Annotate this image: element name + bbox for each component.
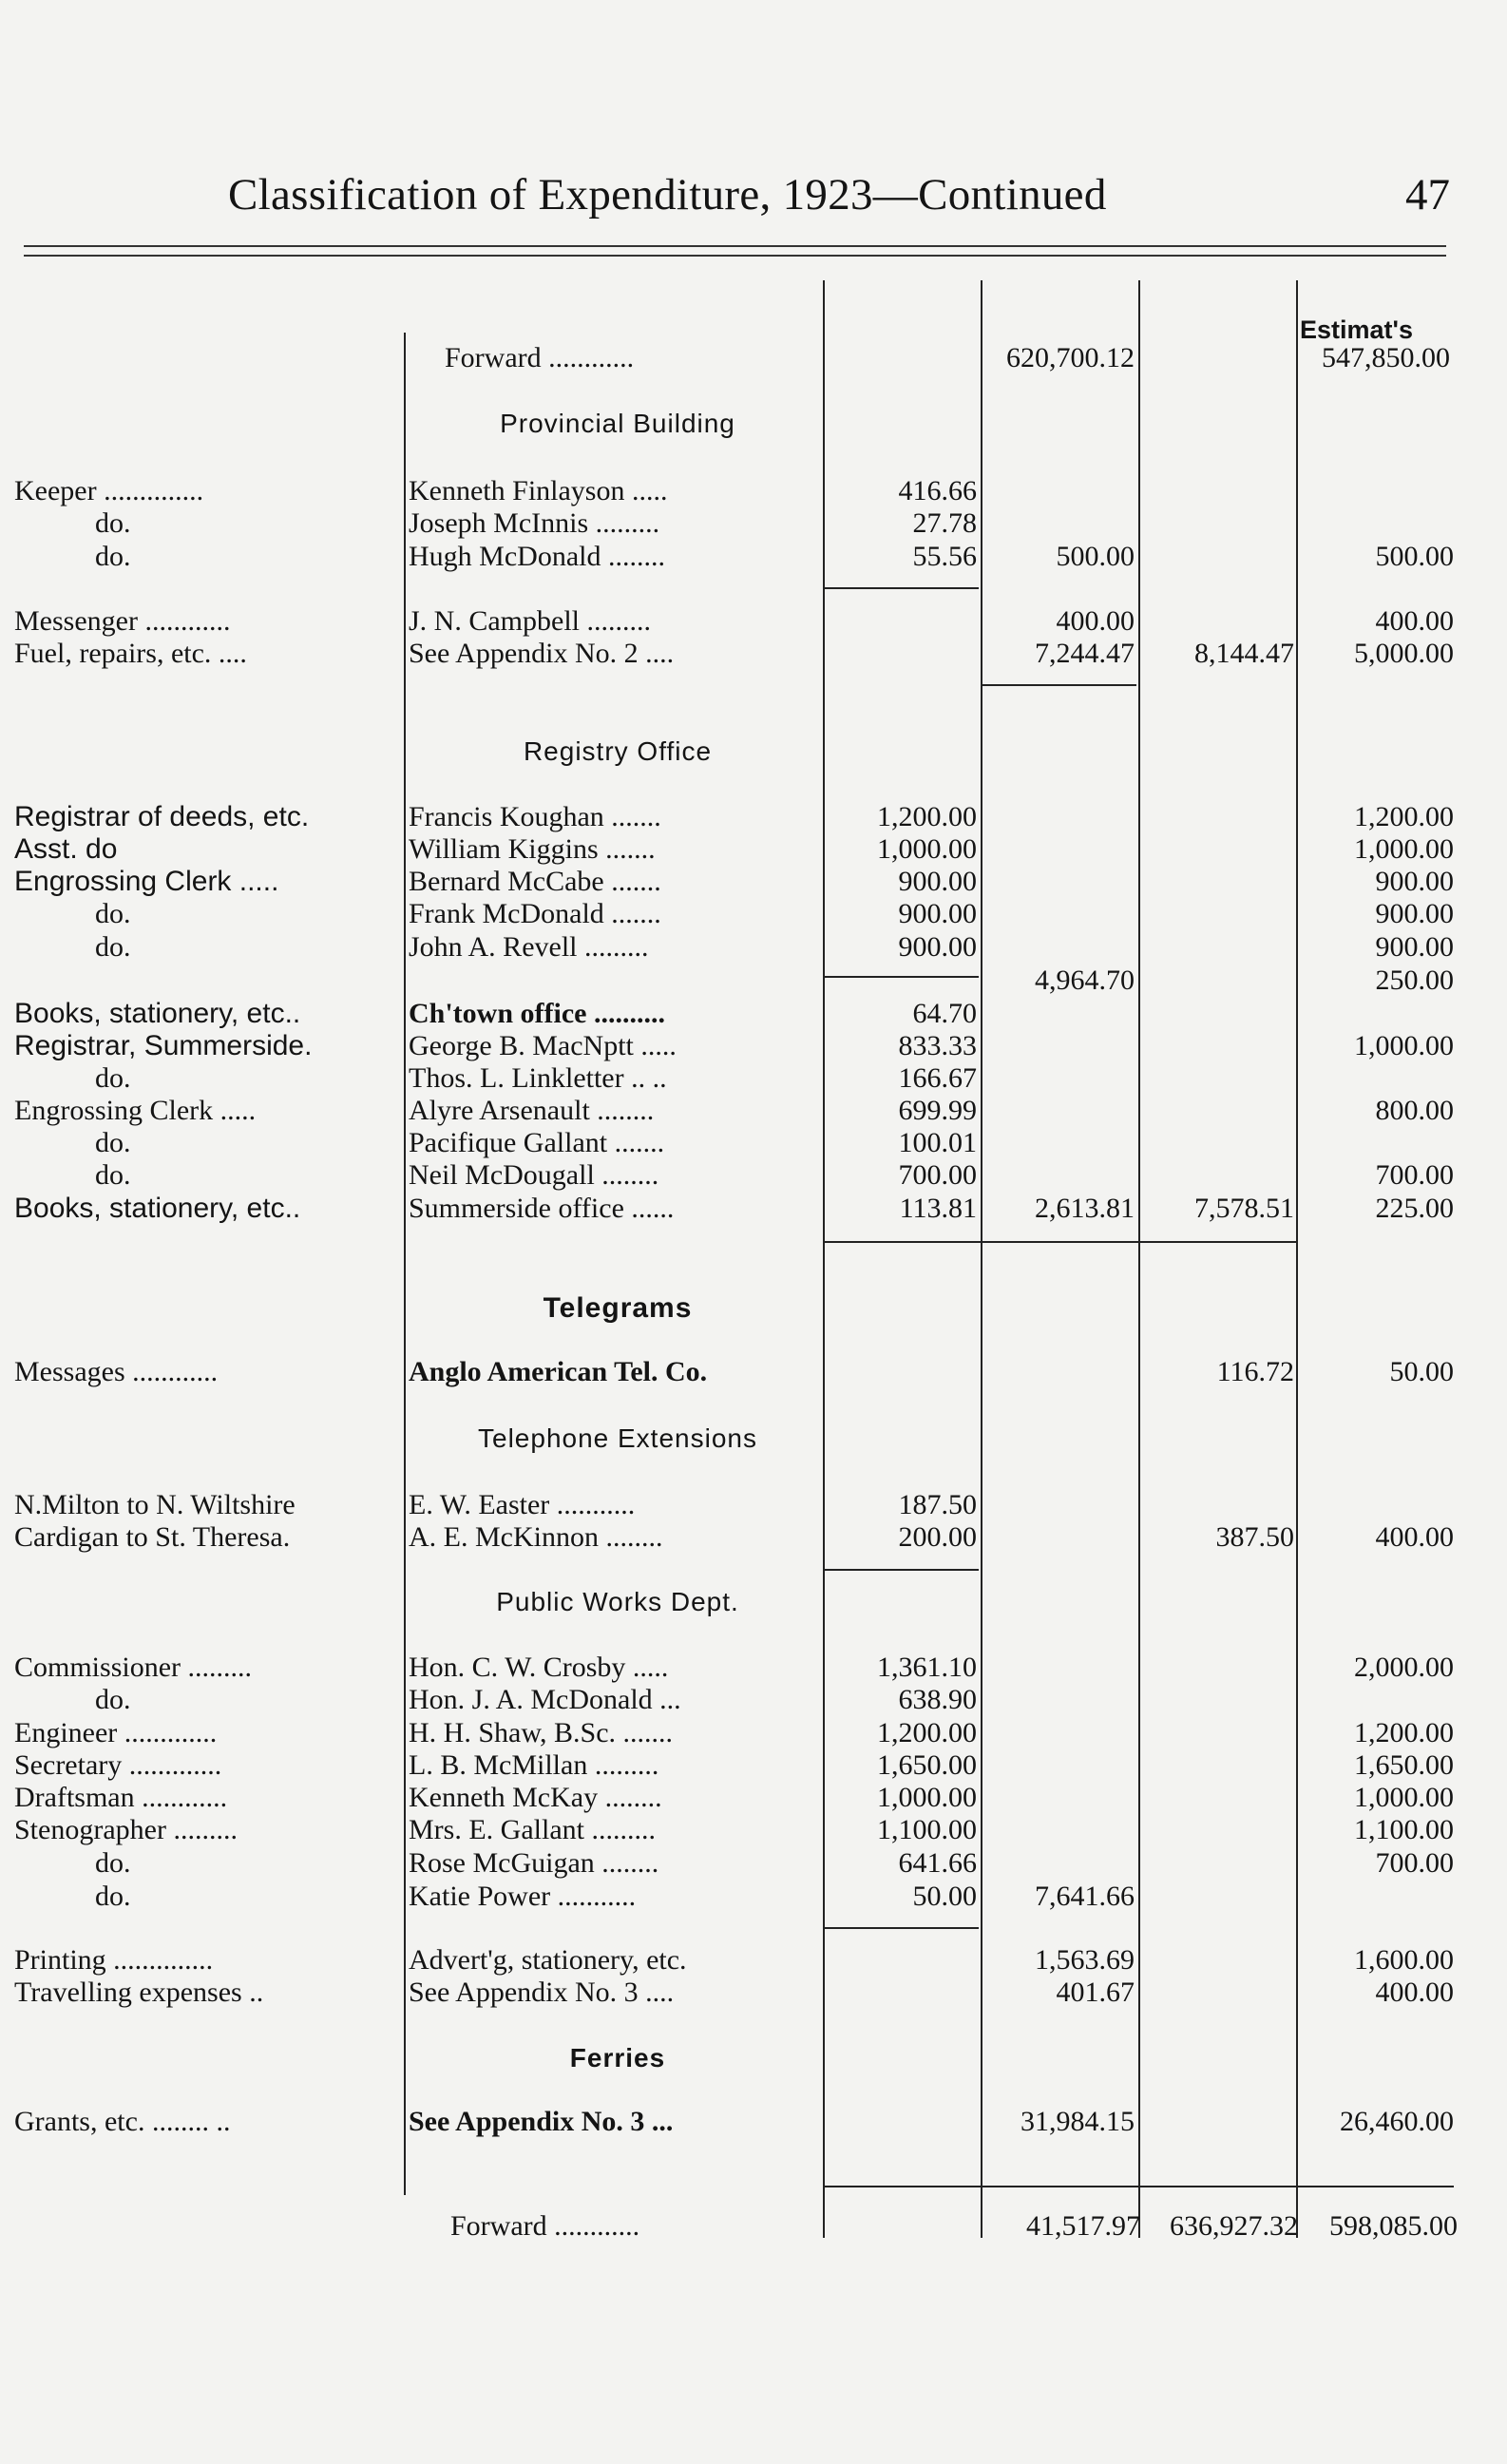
row-8-c1: 900.00 — [898, 898, 977, 929]
row-8-desc: do. — [95, 898, 131, 929]
row-12-c2 — [982, 1030, 1135, 1062]
row-25-c2 — [982, 1782, 1135, 1814]
row-2-c3 — [1140, 541, 1294, 573]
row-27-name: Rose McGuigan ........ — [409, 1847, 659, 1879]
row-8-name: Frank McDonald ....... — [409, 898, 661, 929]
row-10-name — [409, 965, 821, 997]
row-0-desc: Keeper .............. — [14, 475, 204, 506]
row-16-c1: 700.00 — [898, 1159, 977, 1191]
row-3-c2: 400.00 — [1056, 605, 1135, 637]
row-14-desc: Engrossing Clerk ..... — [14, 1095, 257, 1126]
row-25-name: Kenneth McKay ........ — [409, 1782, 662, 1813]
row-25-desc: Draftsman ............ — [14, 1782, 228, 1813]
row-3-name: J. N. Campbell ......... — [409, 605, 651, 637]
row-28-c1: 50.00 — [912, 1881, 977, 1912]
forward-bottom-estimates: 598,085.00 — [1329, 2210, 1458, 2242]
row-31-c1 — [825, 2106, 977, 2138]
header-rule-bottom — [24, 255, 1446, 257]
section-telephone-extensions: Telephone Extensions — [478, 1423, 757, 1453]
row-17-c3: 7,578.51 — [1194, 1193, 1294, 1224]
row-22-c1: 638.90 — [898, 1684, 977, 1715]
page-number: 47 — [1405, 170, 1450, 220]
row-8-c3 — [1140, 898, 1294, 930]
row-18-c3: 116.72 — [1216, 1356, 1294, 1387]
row-15-est — [1298, 1127, 1454, 1159]
row-4-name: See Appendix No. 2 .... — [409, 638, 675, 669]
row-23-c1: 1,200.00 — [877, 1717, 977, 1748]
row-30-est: 400.00 — [1375, 1977, 1454, 2008]
row-14-c1: 699.99 — [898, 1095, 977, 1126]
row-29-name: Advert'g, stationery, etc. — [409, 1944, 687, 1976]
row-13-c1: 166.67 — [898, 1062, 977, 1094]
forward-estimates: 547,850.00 — [1322, 342, 1450, 373]
row-2-est: 500.00 — [1375, 541, 1454, 572]
row-27-c3 — [1140, 1847, 1294, 1880]
row-21-c2 — [982, 1652, 1135, 1684]
row-15-c3 — [1140, 1127, 1294, 1159]
row-12-c3 — [1140, 1030, 1294, 1062]
row-29-c1 — [825, 1944, 977, 1977]
row-30-c3 — [1140, 1977, 1294, 2009]
row-3-c1 — [825, 605, 977, 638]
row-23-name: H. H. Shaw, B.Sc. ....... — [409, 1717, 674, 1748]
row-15-name: Pacifique Gallant ....... — [409, 1127, 665, 1158]
row-15-c2 — [982, 1127, 1135, 1159]
column-divider-desc — [404, 333, 406, 2195]
row-7-est: 900.00 — [1375, 866, 1454, 897]
row-6-c1: 1,000.00 — [877, 833, 977, 865]
row-10-desc — [14, 965, 404, 997]
row-28-name: Katie Power ........... — [409, 1881, 637, 1912]
row-7-c2 — [982, 866, 1135, 898]
row-27-desc: do. — [95, 1847, 131, 1879]
row-1-name: Joseph McInnis ......... — [409, 507, 660, 539]
row-17-c1: 113.81 — [899, 1193, 977, 1224]
row-14-est: 800.00 — [1375, 1095, 1454, 1126]
row-16-est: 700.00 — [1375, 1159, 1454, 1191]
row-5-name: Francis Koughan ....... — [409, 801, 661, 832]
row-3-desc: Messenger ............ — [14, 605, 231, 637]
row-22-c3 — [1140, 1684, 1294, 1716]
row-26-c3 — [1140, 1814, 1294, 1846]
row-19-c1: 187.50 — [898, 1489, 977, 1520]
subtotal-rule — [982, 684, 1136, 686]
row-14-name: Alyre Arsenault ........ — [409, 1095, 655, 1126]
row-22-desc: do. — [95, 1684, 131, 1715]
page-title: Classification of Expenditure, 1923—Continued — [228, 170, 1107, 220]
row-24-c1: 1,650.00 — [877, 1749, 977, 1781]
forward-bottom-col3: 636,927.32 — [1170, 2210, 1298, 2242]
row-26-c2 — [982, 1814, 1135, 1846]
row-7-c1: 900.00 — [898, 866, 977, 897]
row-28-est — [1298, 1881, 1454, 1913]
estimates-header: Estimat's — [1300, 315, 1413, 344]
row-31-c3 — [1140, 2106, 1294, 2138]
row-6-name: William Kiggins ....... — [409, 833, 656, 865]
row-24-name: L. B. McMillan ......... — [409, 1749, 659, 1781]
row-24-desc: Secretary ............. — [14, 1749, 222, 1781]
row-18-name: Anglo American Tel. Co. — [409, 1356, 708, 1387]
row-3-est: 400.00 — [1375, 605, 1454, 637]
row-0-name: Kenneth Finlayson ..... — [409, 475, 668, 506]
section-registry-office: Registry Office — [523, 736, 713, 766]
row-19-desc: N.Milton to N. Wiltshire — [14, 1489, 296, 1520]
row-31-name: See Appendix No. 3 ... — [409, 2106, 674, 2137]
section-public-works: Public Works Dept. — [496, 1587, 739, 1616]
row-3-c3 — [1140, 605, 1294, 638]
row-18-c2 — [982, 1356, 1135, 1388]
row-7-c3 — [1140, 866, 1294, 898]
row-11-desc: Books, stationery, etc.. — [14, 998, 301, 1029]
row-20-est: 400.00 — [1375, 1521, 1454, 1553]
row-26-est: 1,100.00 — [1354, 1814, 1454, 1845]
row-26-c1: 1,100.00 — [877, 1814, 977, 1845]
row-27-est: 700.00 — [1375, 1847, 1454, 1879]
row-9-desc: do. — [95, 931, 131, 963]
row-22-name: Hon. J. A. McDonald ... — [409, 1684, 681, 1715]
row-17-name: Summerside office ...... — [409, 1193, 675, 1224]
subtotal-rule — [825, 1569, 979, 1571]
row-0-est — [1298, 475, 1454, 507]
row-13-est — [1298, 1062, 1454, 1095]
row-9-name: John A. Revell ......... — [409, 931, 649, 963]
row-21-est: 2,000.00 — [1354, 1652, 1454, 1683]
row-12-desc: Registrar, Summerside. — [14, 1030, 313, 1061]
row-23-c3 — [1140, 1717, 1294, 1749]
row-1-est — [1298, 507, 1454, 540]
row-9-est: 900.00 — [1375, 931, 1454, 963]
row-25-est: 1,000.00 — [1354, 1782, 1454, 1813]
forward-bottom-col2: 41,517.97 — [1026, 2210, 1140, 2242]
subtotal-rule — [825, 1927, 979, 1929]
row-4-c2: 7,244.47 — [1035, 638, 1135, 669]
row-11-c3 — [1140, 998, 1294, 1030]
row-30-desc: Travelling expenses .. — [14, 1977, 264, 2008]
header-rule-top — [24, 245, 1446, 247]
row-24-c3 — [1140, 1749, 1294, 1782]
row-5-est: 1,200.00 — [1354, 801, 1454, 832]
row-17-desc: Books, stationery, etc.. — [14, 1193, 301, 1224]
row-9-c2 — [982, 931, 1135, 964]
row-11-est — [1298, 998, 1454, 1030]
row-23-desc: Engineer ............. — [14, 1717, 218, 1748]
row-27-c1: 641.66 — [898, 1847, 977, 1879]
row-10-c2: 4,964.70 — [1035, 965, 1135, 996]
row-28-desc: do. — [95, 1881, 131, 1912]
forward-col2: 620,700.12 — [1006, 342, 1135, 373]
row-20-desc: Cardigan to St. Theresa. — [14, 1521, 291, 1553]
row-15-c1: 100.01 — [898, 1127, 977, 1158]
row-19-c2 — [982, 1489, 1135, 1521]
forward-label: Forward ............ — [445, 342, 635, 373]
row-0-c1: 416.66 — [898, 475, 977, 506]
row-2-desc: do. — [95, 541, 131, 572]
row-23-c2 — [982, 1717, 1135, 1749]
row-13-desc: do. — [95, 1062, 131, 1094]
row-10-c3 — [1140, 965, 1294, 997]
row-1-c1: 27.78 — [912, 507, 977, 539]
row-19-name: E. W. Easter ........... — [409, 1489, 636, 1520]
row-4-c1 — [825, 638, 977, 670]
row-5-desc: Registrar of deeds, etc. — [14, 801, 310, 832]
row-8-est: 900.00 — [1375, 898, 1454, 929]
row-6-desc: Asst. do — [14, 833, 118, 865]
section-ferries: Ferries — [569, 2043, 666, 2072]
row-20-name: A. E. McKinnon ........ — [409, 1521, 663, 1553]
row-14-c2 — [982, 1095, 1135, 1127]
row-6-est: 1,000.00 — [1354, 833, 1454, 865]
row-11-c2 — [982, 998, 1135, 1030]
row-16-name: Neil McDougall ........ — [409, 1159, 659, 1191]
row-13-c3 — [1140, 1062, 1294, 1095]
row-21-c1: 1,361.10 — [877, 1652, 977, 1683]
row-5-c3 — [1140, 801, 1294, 833]
row-29-desc: Printing .............. — [14, 1944, 214, 1976]
row-2-name: Hugh McDonald ........ — [409, 541, 665, 572]
row-1-c3 — [1140, 507, 1294, 540]
row-28-c2: 7,641.66 — [1035, 1881, 1135, 1912]
row-21-desc: Commissioner ......... — [14, 1652, 253, 1683]
row-21-c3 — [1140, 1652, 1294, 1684]
section-provincial-building: Provincial Building — [500, 409, 735, 438]
row-13-c2 — [982, 1062, 1135, 1095]
row-2-c2: 500.00 — [1056, 541, 1135, 572]
row-20-c1: 200.00 — [898, 1521, 977, 1553]
row-5-c2 — [982, 801, 1135, 833]
section-telegrams: Telegrams — [543, 1292, 693, 1324]
row-1-desc: do. — [95, 507, 131, 539]
row-31-desc: Grants, etc. ........ .. — [14, 2106, 231, 2137]
row-29-c2: 1,563.69 — [1035, 1944, 1135, 1976]
row-30-c1 — [825, 1977, 977, 2009]
row-20-c3: 387.50 — [1215, 1521, 1294, 1553]
row-29-est: 1,600.00 — [1354, 1944, 1454, 1976]
row-18-est: 50.00 — [1389, 1356, 1454, 1387]
row-22-est — [1298, 1684, 1454, 1716]
row-26-desc: Stenographer ......... — [14, 1814, 238, 1845]
row-9-c1: 900.00 — [898, 931, 977, 963]
row-23-est: 1,200.00 — [1354, 1717, 1454, 1748]
row-7-desc: Engrossing Clerk ..... — [14, 866, 279, 897]
row-4-desc: Fuel, repairs, etc. .... — [14, 638, 247, 669]
row-17-c2: 2,613.81 — [1035, 1193, 1135, 1224]
row-6-c2 — [982, 833, 1135, 866]
row-0-c3 — [1140, 475, 1294, 507]
subtotal-rule — [825, 587, 979, 589]
row-28-c3 — [1140, 1881, 1294, 1913]
row-14-c3 — [1140, 1095, 1294, 1127]
row-1-c2 — [982, 507, 1135, 540]
row-22-c2 — [982, 1684, 1135, 1716]
row-17-est: 225.00 — [1375, 1193, 1454, 1224]
row-31-c2: 31,984.15 — [1021, 2106, 1135, 2137]
row-30-name: See Appendix No. 3 .... — [409, 1977, 675, 2008]
row-27-c2 — [982, 1847, 1135, 1880]
row-11-c1: 64.70 — [912, 998, 977, 1029]
forward-bottom-label: Forward ............ — [450, 2210, 640, 2242]
row-13-name: Thos. L. Linkletter .. .. — [409, 1062, 667, 1094]
row-12-est: 1,000.00 — [1354, 1030, 1454, 1061]
row-21-name: Hon. C. W. Crosby ..... — [409, 1652, 669, 1683]
row-10-est: 250.00 — [1375, 965, 1454, 996]
subtotal-rule — [825, 1241, 1296, 1243]
row-0-c2 — [982, 475, 1135, 507]
row-24-c2 — [982, 1749, 1135, 1782]
row-20-c2 — [982, 1521, 1135, 1554]
row-16-c3 — [1140, 1159, 1294, 1192]
row-4-est: 5,000.00 — [1354, 638, 1454, 669]
total-rule — [825, 2186, 1454, 2187]
row-12-c1: 833.33 — [898, 1030, 977, 1061]
row-5-c1: 1,200.00 — [877, 801, 977, 832]
row-11-name: Ch'town office .......... — [409, 998, 665, 1029]
row-16-desc: do. — [95, 1159, 131, 1191]
row-18-c1 — [825, 1356, 977, 1388]
row-26-name: Mrs. E. Gallant ......... — [409, 1814, 656, 1845]
row-4-c3: 8,144.47 — [1194, 638, 1294, 669]
row-16-c2 — [982, 1159, 1135, 1192]
row-9-c3 — [1140, 931, 1294, 964]
row-24-est: 1,650.00 — [1354, 1749, 1454, 1781]
row-25-c1: 1,000.00 — [877, 1782, 977, 1813]
row-2-c1: 55.56 — [912, 541, 977, 572]
row-30-c2: 401.67 — [1056, 1977, 1135, 2008]
row-8-c2 — [982, 898, 1135, 930]
row-18-desc: Messages ............ — [14, 1356, 219, 1387]
row-19-est — [1298, 1489, 1454, 1521]
row-12-name: George B. MacNptt ..... — [409, 1030, 677, 1061]
row-6-c3 — [1140, 833, 1294, 866]
row-19-c3 — [1140, 1489, 1294, 1521]
row-7-name: Bernard McCabe ....... — [409, 866, 661, 897]
row-10-c1 — [825, 965, 977, 997]
row-29-c3 — [1140, 1944, 1294, 1977]
row-25-c3 — [1140, 1782, 1294, 1814]
row-15-desc: do. — [95, 1127, 131, 1158]
row-31-est: 26,460.00 — [1340, 2106, 1454, 2137]
